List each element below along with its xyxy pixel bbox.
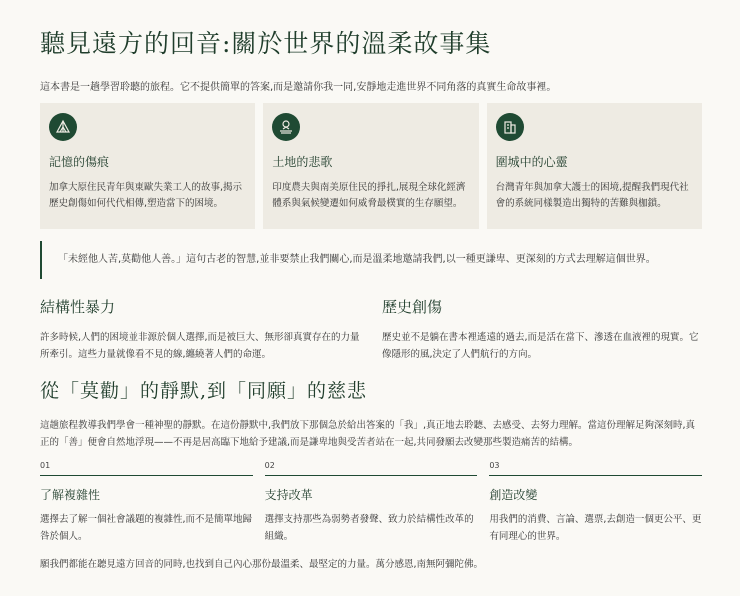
card-title: 記憶的傷痕	[49, 155, 110, 169]
card-title: 土地的悲歌	[272, 155, 333, 169]
action-steps	[40, 461, 702, 545]
step-3	[489, 461, 702, 545]
column-historical-trauma	[382, 296, 704, 363]
card-memory	[40, 103, 255, 229]
closing-text: 願我們都能在聽見遠方回音的同時,也找到自己內心那份最溫柔、最堅定的力量。萬分感恩,南無阿彌陀佛。	[40, 559, 484, 570]
card-text: 印度農夫與南美原住民的掙扎,展現全球化經濟體系與氣候變遷如何威脅最樸實的生存願望。	[272, 182, 466, 209]
theme-cards	[40, 103, 702, 229]
intro-text: 這本書是一趟學習聆聽的旅程。它不提供簡單的答案,而是邀請你我一同,安靜地走進世界不同角落的真實生命故事裡。	[40, 82, 557, 93]
building-icon	[496, 113, 524, 141]
column-text: 許多時候,人們的困境並非源於個人選擇,而是被巨大、無形卻真實存在的力量所牽引。這些力量就像看不見的線,纏繞著人們的命運。	[40, 332, 360, 360]
step-text: 選擇去了解一個社會議題的複雜性,而不是簡單地歸咎於個人。	[40, 514, 253, 542]
card-city	[487, 103, 702, 229]
page-title: 聽見遠方的回音:關於世界的溫柔故事集	[40, 29, 492, 58]
step-number: 03	[489, 461, 702, 476]
landscape-icon	[272, 113, 300, 141]
step-text: 用我們的消費、言論、選票,去創造一個更公平、更有同理心的世界。	[489, 514, 702, 542]
step-text: 選擇支持那些為弱勢者發聲、致力於結構性改革的組織。	[264, 514, 474, 542]
card-title: 圍城中的心靈	[495, 155, 568, 169]
column-title: 結構性暴力	[40, 298, 116, 316]
step-title: 創造改變	[489, 488, 538, 502]
tent-icon	[49, 113, 77, 141]
quote-block: 「未經他人苦,莫勸他人善。」這句古老的智慧,並非要禁止我們關心,而是溫柔地邀請我們,以一種更謙卑、更深刻的方式去理解這個世界。	[40, 241, 700, 279]
step-1	[40, 461, 253, 545]
step-title: 支持改革	[264, 488, 313, 502]
section-title: 從「莫勸」的靜默,到「同願」的慈悲	[40, 380, 368, 402]
section-text: 這趟旅程教導我們學會一種神聖的靜默。在這份靜默中,我們放下那個急於給出答案的「我」,真正地去聆聽、去感受、去努力理解。當這份理解足夠深刻時,真正的「善」便會自然地浮現——不再是居高臨下地給予建議,而是謙卑地與受苦者站在一起,共同發願去改變那些製造痛苦的結構。	[40, 420, 696, 448]
card-text: 台灣青年與加拿大護士的困境,提醒我們現代社會的系統同樣製造出獨特的苦難與枷鎖。	[495, 182, 689, 209]
card-text: 加拿大原住民青年與東歐失業工人的故事,揭示歷史創傷如何代代相傳,塑造當下的困境。	[49, 182, 243, 209]
card-land	[263, 103, 478, 229]
column-structural-violence	[40, 296, 362, 363]
column-text: 歷史並不是躺在書本裡遙遠的過去,而是活在當下、滲透在血液裡的現實。它像隱形的風,決定了人們航行的方向。	[382, 332, 699, 360]
step-2	[265, 461, 478, 545]
step-number: 01	[40, 461, 253, 476]
column-title: 歷史創傷	[382, 298, 443, 316]
step-number: 02	[265, 461, 478, 476]
step-title: 了解複雜性	[40, 488, 101, 502]
